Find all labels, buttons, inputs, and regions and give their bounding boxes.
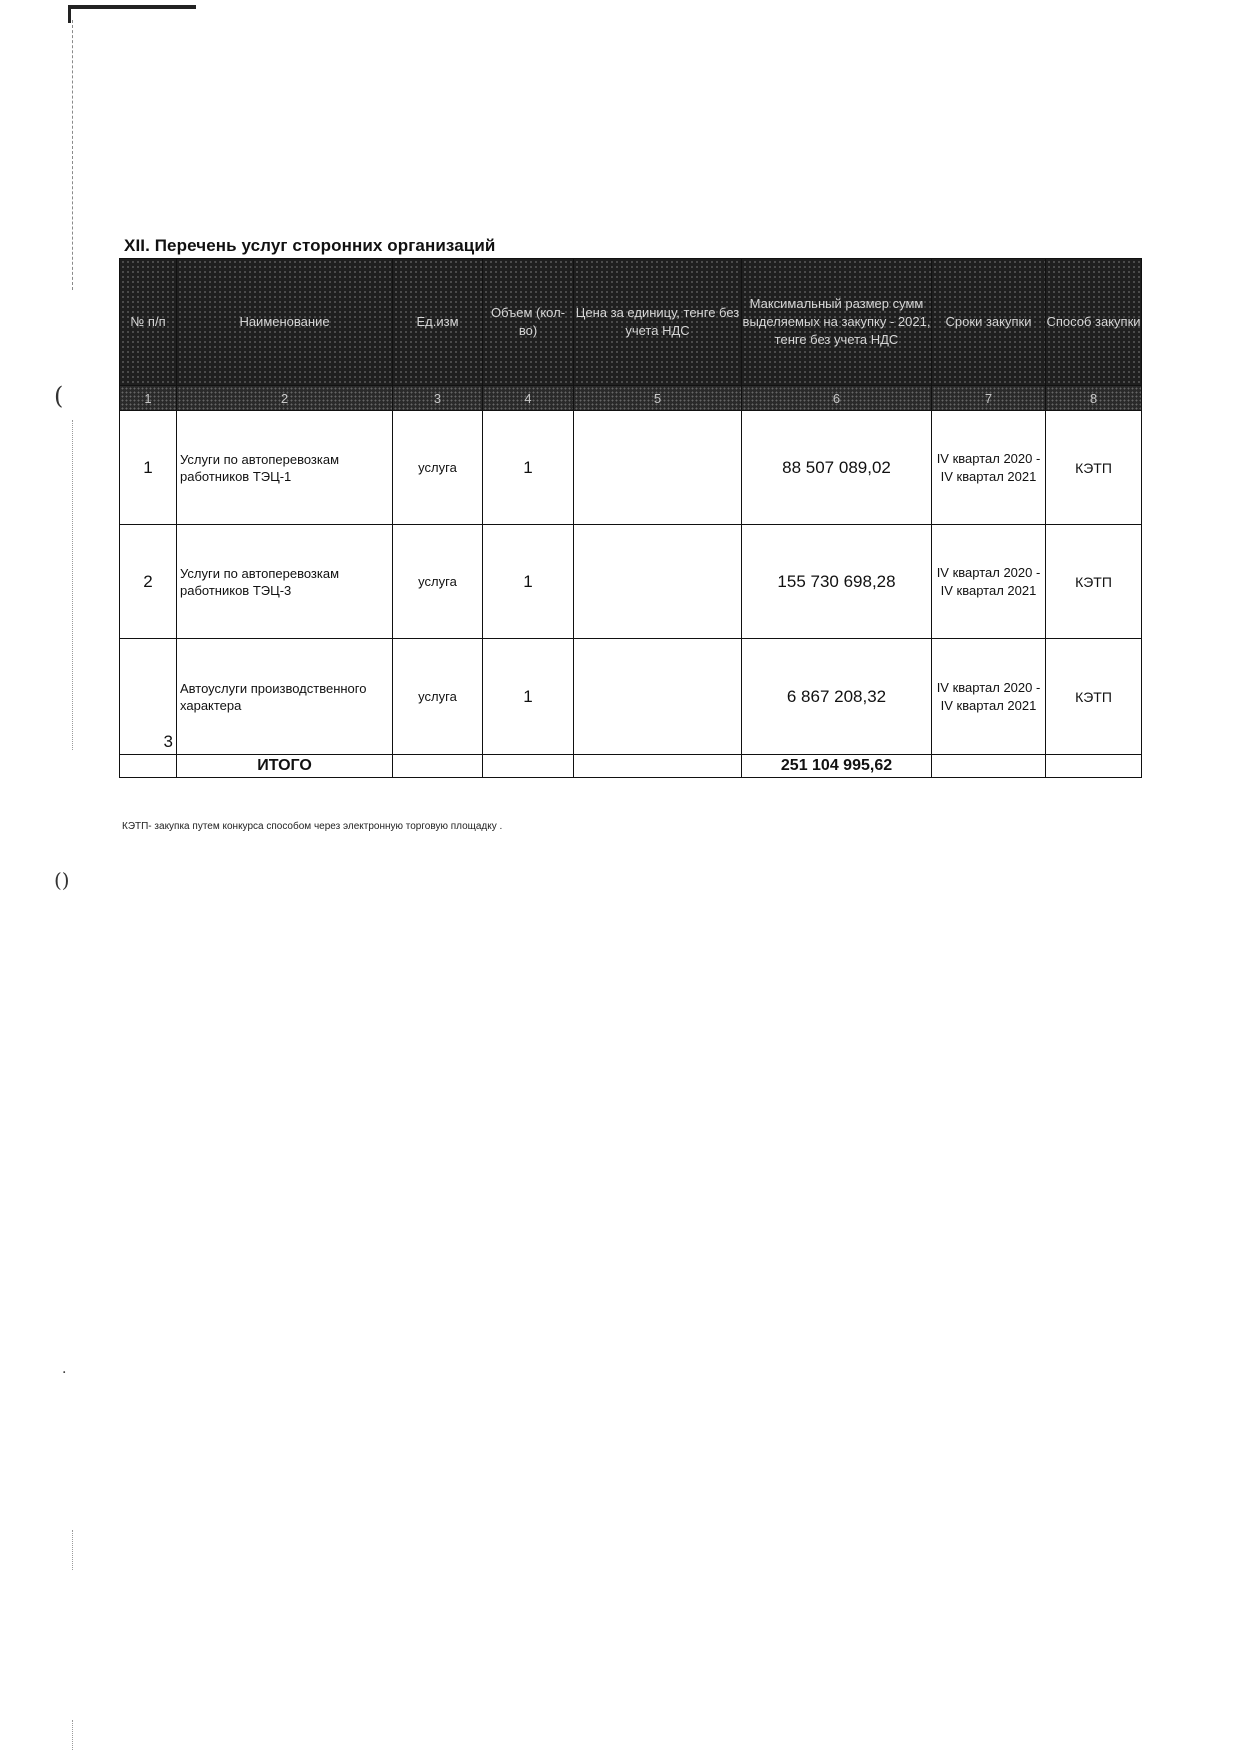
total-empty-cell [120,755,177,778]
column-number: 6 [742,386,932,411]
table-column-numbers-row [120,386,1142,411]
header-cell-period: Сроки закупки [932,259,1046,386]
column-number: 2 [177,386,393,411]
row-number: 1 [120,411,177,525]
section-title: XII. Перечень услуг сторонних организаций [124,236,496,255]
total-amount: 251 104 995,62 [742,755,932,778]
column-number: 3 [393,386,483,411]
unit-cell: услуга [393,411,483,525]
total-empty-cell [483,755,574,778]
header-cell-qty: Объем (кол-во) [483,259,574,386]
total-row [120,755,1142,778]
scan-edge-line [72,20,73,290]
method-cell: КЭТП [1046,639,1142,755]
price-cell [574,639,742,755]
quantity-cell: 1 [483,411,574,525]
header-cell-method: Способ закупки [1046,259,1142,386]
amount-cell: 88 507 089,02 [742,411,932,525]
scan-edge-dots [72,1530,73,1570]
header-cell-price: Цена за единицу, тенге без учета НДС [574,259,742,386]
total-empty-cell [1046,755,1142,778]
method-cell: КЭТП [1046,411,1142,525]
total-empty-cell [932,755,1046,778]
column-number: 5 [574,386,742,411]
binder-hole-mark: () [54,868,70,892]
scan-edge-dots [72,1720,73,1750]
period-cell: IV квартал 2020 - IV квартал 2021 [932,411,1046,525]
period-cell: IV квартал 2020 - IV квартал 2021 [932,639,1046,755]
service-name: Услуги по автоперевозкам работников ТЭЦ-3 [177,525,393,639]
table-row [120,525,1142,639]
service-name: Услуги по автоперевозкам работников ТЭЦ-1 [177,411,393,525]
price-cell [574,525,742,639]
service-name: Автоуслуги производственного характера [177,639,393,755]
total-empty-cell [393,755,483,778]
quantity-cell: 1 [483,525,574,639]
table-row [120,411,1142,525]
period-cell: IV квартал 2020 - IV квартал 2021 [932,525,1046,639]
binder-hole-mark: ( [54,382,64,410]
column-number: 7 [932,386,1046,411]
footnote: КЭТП- закупка путем конкурса способом через электронную торговую площадку . [122,821,503,832]
scan-corner-mark [68,5,196,9]
price-cell [574,411,742,525]
scan-speck: · [62,1365,67,1381]
column-number: 1 [120,386,177,411]
scan-edge-dots [72,420,73,750]
column-number: 4 [483,386,574,411]
method-cell: КЭТП [1046,525,1142,639]
header-cell-name: Наименование [177,259,393,386]
quantity-cell: 1 [483,639,574,755]
services-table [119,258,1142,778]
row-number: 2 [120,525,177,639]
amount-cell: 6 867 208,32 [742,639,932,755]
amount-cell: 155 730 698,28 [742,525,932,639]
scan-corner-mark-vertical [68,5,71,23]
row-number: 3 [120,639,177,755]
header-cell-unit: Ед.изм [393,259,483,386]
total-empty-cell [574,755,742,778]
table-row [120,639,1142,755]
table-header-row [120,259,1142,386]
total-label: ИТОГО [177,755,393,778]
unit-cell: услуга [393,639,483,755]
header-cell-amount: Максимальный размер сумм выделяемых на закупку - 2021, тенге без учета НДС [742,259,932,386]
unit-cell: услуга [393,525,483,639]
header-cell-no: № п/п [120,259,177,386]
column-number: 8 [1046,386,1142,411]
